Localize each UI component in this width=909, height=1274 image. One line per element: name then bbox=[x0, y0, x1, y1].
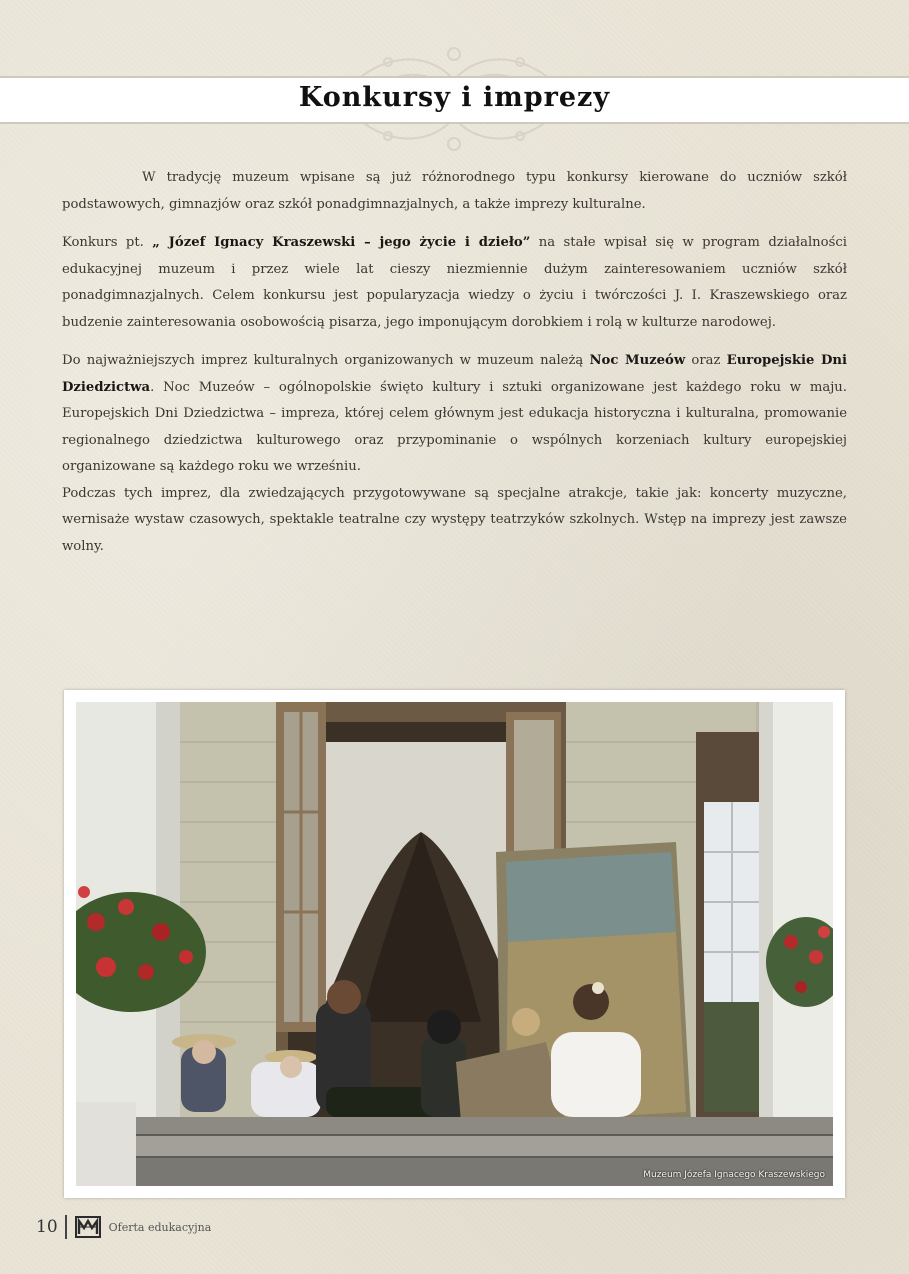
events-description: . Noc Muzeów – ogólnopolskie święto kultury i sztuki organizowane jest każdego roku w maju. Europejskich Dni Dziedzictwa – impreza, której celem głównym jest edukacja historyczna i kulturalna, promowanie regionalnego dziedzictwa kulturowego oraz przypominanie o wspólnych korzeniach kultury europejskiej organizowane są każdego roku we wrześniu. bbox=[62, 379, 847, 474]
contest-title: „ Józef Ignacy Kraszewski – jego życie i dzieło” bbox=[152, 235, 531, 250]
photo-credit: Muzeum Józefa Ignacego Kraszewskiego bbox=[643, 1170, 825, 1180]
contest-description: na stałe wpisał się w program działalności edukacyjnej muzeum i przez wiele lat cieszy niezmiennie dużym zainteresowaniem uczniów szkół ponadgimnazjalnych. Celem konkursu jest popularyzacja wiedzy o życiu i twórczości J. I. Kraszewskiego oraz budzenie zainteresowania osobowością pisarza, jego imponującym dorobkiem i rolą w kulturze narodowej. bbox=[62, 235, 847, 330]
photo-frame bbox=[64, 690, 845, 1198]
event-name-noc-muzeow: Noc Muzeów bbox=[589, 353, 686, 368]
paragraph-events bbox=[62, 348, 847, 481]
events-lead-text: Do najważniejszych imprez kulturalnych organizowanych w muzeum należą bbox=[62, 353, 584, 368]
page-title: Konkursy i imprezy bbox=[298, 82, 611, 113]
event-name-edd: Europejskie Dni Dziedzictwa bbox=[62, 353, 848, 395]
contest-lead-text: Konkurs pt. bbox=[62, 235, 144, 250]
paragraph-contest bbox=[62, 230, 847, 336]
event-photo-illustration bbox=[76, 702, 833, 1186]
article-body bbox=[62, 165, 847, 572]
museum-logo-icon bbox=[75, 1215, 101, 1239]
paragraph-attractions: Podczas tych imprez, dla zwiedzających przygotowywane są specjalne atrakcje, takie jak: koncerty muzyczne, wernisaże wystaw czasowych, spektakle teatralne czy występy teatrzyków szkolnych. Wstęp na imprezy jest zawsze wolny. bbox=[62, 485, 847, 554]
page-number: 10 bbox=[36, 1215, 67, 1239]
page-footer bbox=[36, 1212, 211, 1242]
events-conjunction: oraz bbox=[691, 353, 721, 368]
footer-section-label: Oferta edukacyjna bbox=[108, 1220, 212, 1234]
paragraph-intro: W tradycję muzeum wpisane są już różnorodnego typu konkursy kierowane do uczniów szkół podstawowych, gimnazjów oraz szkół ponadgimnazjalnych, a także imprezy kulturalne. bbox=[62, 170, 847, 212]
event-photo bbox=[76, 702, 833, 1186]
